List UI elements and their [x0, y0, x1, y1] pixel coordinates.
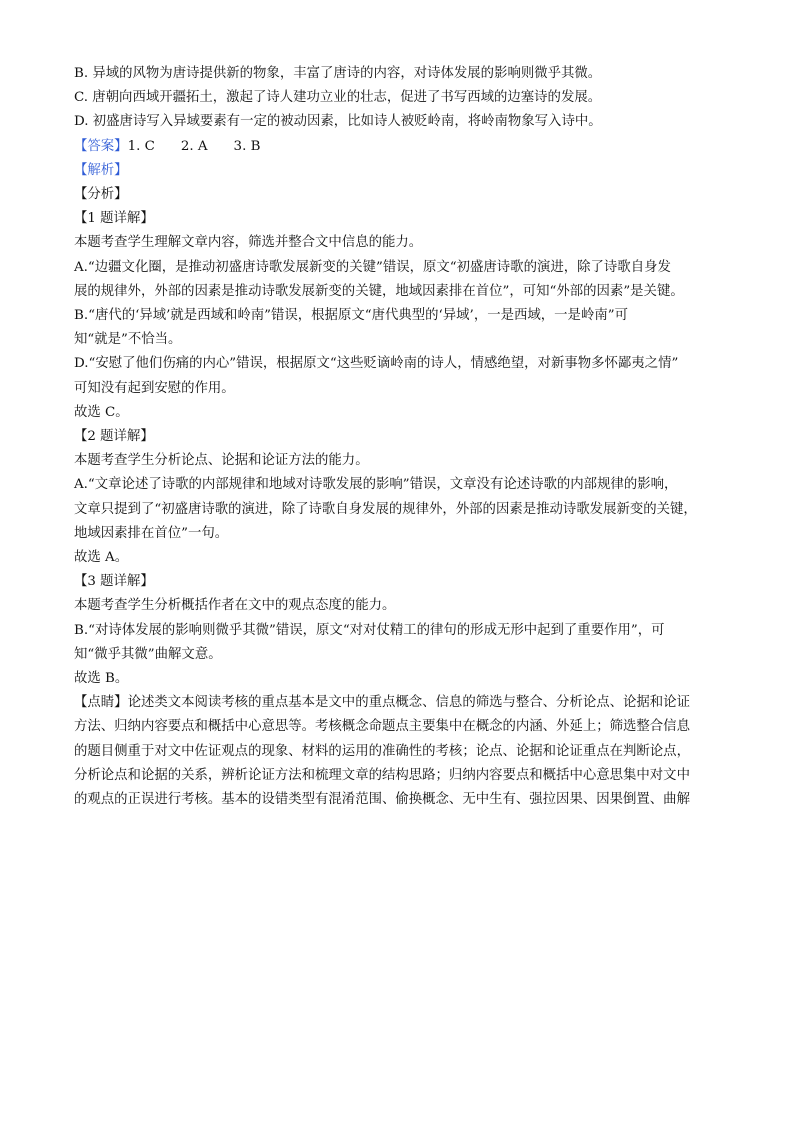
answer-item-2: 2. A: [180, 138, 208, 154]
q1-line: A.“边疆文化圈，是推动初盛唐诗歌发展新变的关键”错误，原文“初盛唐诗歌的演进，除了诗歌自身发: [74, 259, 671, 275]
tip-line: 的观点的正误进行考核。基本的设错类型有混淆范围、偷换概念、无中生有、强拉因果、因果倒置、曲解: [74, 792, 690, 808]
q2-conclusion: 故选 A。: [74, 550, 129, 566]
tip-line: 分析论点和论据的关系，辨析论证方法和梳理文章的结构思路；归纳内容要点和概括中心意思集中对文中: [74, 767, 690, 783]
q2-line: 文章只提到了“初盛唐诗歌的演进，除了诗歌自身发展的规律外，外部的因素是推动诗歌发展新变的关键，: [74, 501, 697, 517]
q1-line: D.“安慰了他们伤痛的内心”错误，根据原文“这些贬谪岭南的诗人，情感绝望，对新事物多怀鄙夷之情”: [74, 356, 679, 372]
option-b: B. 异域的风物为唐诗提供新的物象，丰富了唐诗的内容，对诗体发展的影响则微乎其微。: [74, 66, 602, 81]
answer-item-3: 3. B: [233, 138, 261, 154]
q2-heading: 【2 题详解】: [74, 429, 154, 445]
tip-first-line: [74, 691, 724, 715]
q3-line: 本题考查学生分析概括作者在文中的观点态度的能力。: [74, 598, 396, 614]
option-c: C. 唐朝向西域开疆拓土，激起了诗人建功立业的壮志，促进了书写西域的边塞诗的发展。: [74, 90, 602, 106]
analysis-label: 【解析】: [74, 162, 128, 178]
q1-conclusion: 故选 C。: [74, 404, 129, 420]
q1-line: 展的规律外，外部的因素是推动诗歌发展新变的关键，地域因素排在首位”，可知“外部的因素”是关键。: [74, 283, 684, 299]
q2-line: 本题考查学生分析论点、论据和论证方法的能力。: [74, 453, 369, 469]
q1-line: 可知没有起到安慰的作用。: [74, 380, 235, 396]
option-d: D. 初盛唐诗写入异域要素有一定的被动因素，比如诗人被贬岭南，将岭南物象写入诗中。: [74, 114, 602, 130]
q1-line: 知“就是”不恰当。: [74, 332, 182, 348]
tip-label: 【点睛】: [74, 695, 128, 711]
q3-heading: 【3 题详解】: [74, 574, 154, 590]
q1-heading: 【1 题详解】: [74, 211, 154, 227]
q3-conclusion: 故选 B。: [74, 671, 129, 687]
q1-line: 本题考查学生理解文章内容，筛选并整合文中信息的能力。: [74, 235, 423, 251]
q3-line: 知“微乎其微”曲解文意。: [74, 646, 222, 662]
q1-line: B.“唐代的‘异域’就是西域和岭南”错误，根据原文“唐代典型的‘异域’，一是西域，一是岭南”可: [74, 308, 628, 324]
fenxi-label: 【分析】: [74, 187, 128, 203]
answer-label: 【答案】: [74, 138, 128, 154]
answer-line: [74, 135, 724, 159]
q2-line: 地域因素排在首位”一句。: [74, 525, 229, 541]
tip-line: 的题目侧重于对文中佐证观点的现象、材料的运用的准确性的考核；论点、论据和论证重点在判断论点，: [74, 743, 690, 759]
answer-item-1: 1. C: [127, 138, 155, 154]
q3-line: B.“对诗体发展的影响则微乎其微”错误，原文“对对仗精工的律句的形成无形中起到了重要作用”，可: [74, 622, 665, 638]
q2-line: A.“文章论述了诗歌的内部规律和地域对诗歌发展的影响”错误，文章没有论述诗歌的内部规律的影响，: [74, 477, 678, 493]
tip-first-text: 论述类文本阅读考核的重点基本是文中的重点概念、信息的筛选与整合、分析论点、论据和论证: [127, 695, 690, 711]
tip-line: 方法、归纳内容要点和概括中心意思等。考核概念命题点主要集中在概念的内涵、外延上；筛选整合信息: [74, 719, 690, 735]
